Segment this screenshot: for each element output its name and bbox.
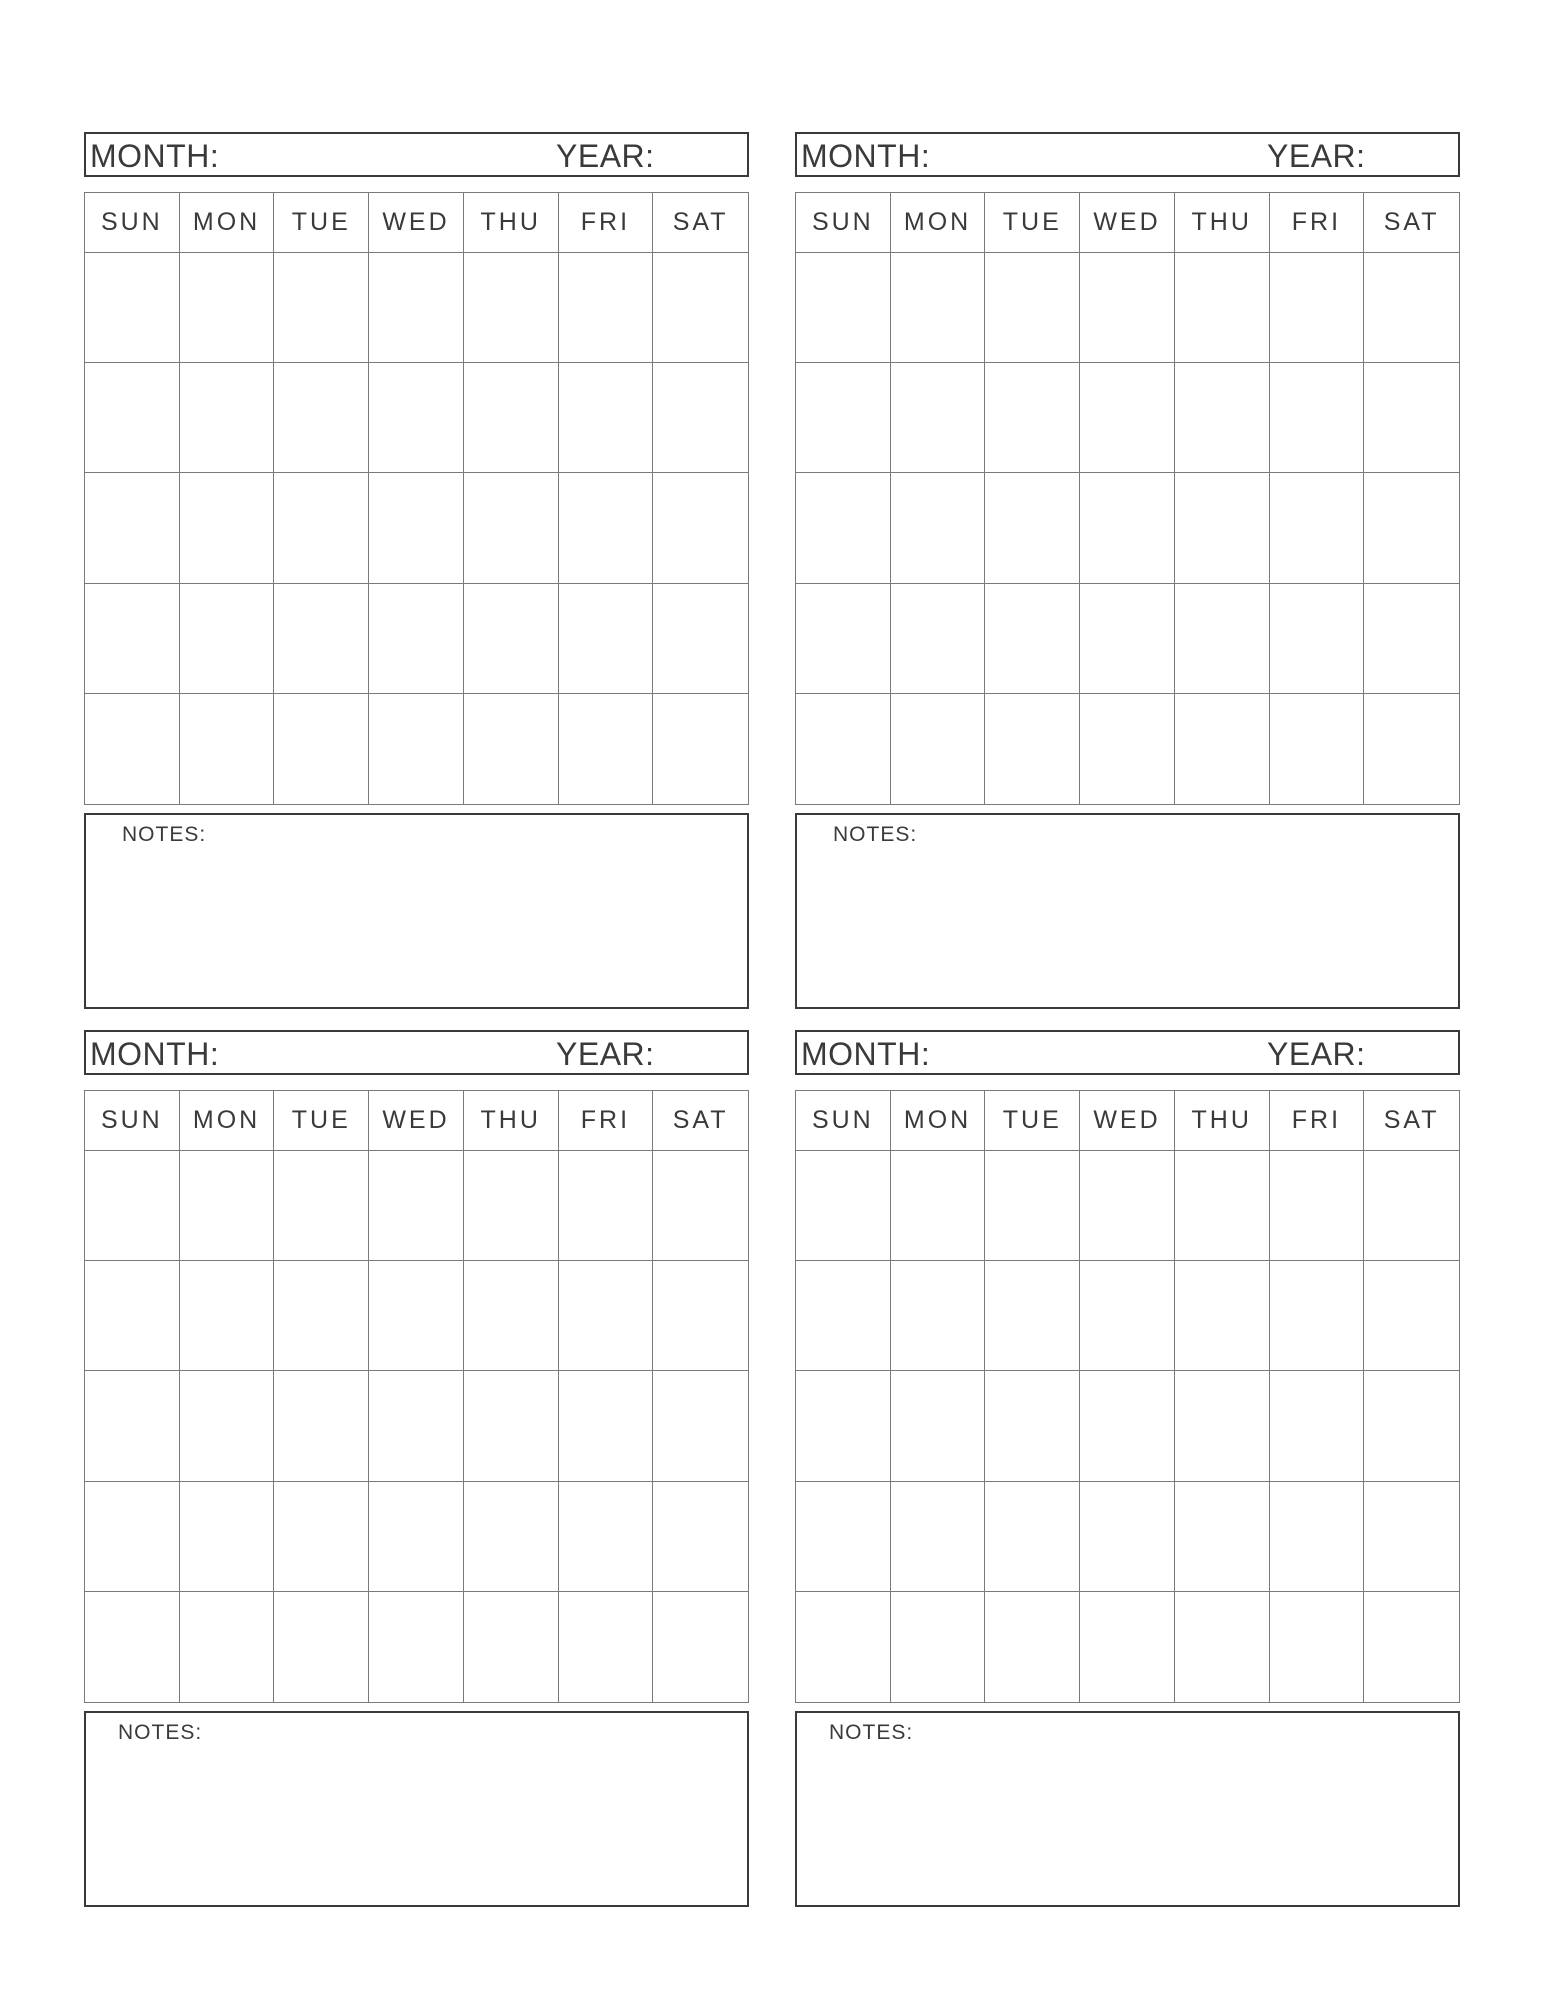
notes-label: NOTES: (122, 823, 207, 846)
day-cell (559, 1482, 654, 1592)
day-cell (1364, 473, 1459, 583)
day-cell (369, 473, 464, 583)
day-cell (85, 584, 180, 694)
day-cell (891, 584, 986, 694)
day-cell (559, 1151, 654, 1261)
day-cell (1270, 1371, 1365, 1481)
year-label: YEAR: (1267, 1036, 1366, 1072)
day-cell (1364, 1482, 1459, 1592)
day-cell (1175, 584, 1270, 694)
day-cell (180, 253, 275, 363)
day-cell (1270, 1592, 1365, 1702)
calendar-bottom-right (795, 1030, 1460, 1744)
day-cell (985, 1482, 1080, 1592)
day-cell (653, 1482, 748, 1592)
month-year-header (84, 132, 749, 177)
day-cell (1080, 363, 1175, 473)
day-cell (985, 363, 1080, 473)
day-cell (1364, 694, 1459, 804)
weekday-header: SAT (1364, 193, 1459, 253)
day-cell (1364, 1592, 1459, 1702)
day-cell (891, 1371, 986, 1481)
day-cell (1080, 1261, 1175, 1371)
month-year-header (84, 1030, 749, 1075)
day-cell (1270, 1482, 1365, 1592)
notes-label: NOTES: (118, 1721, 203, 1744)
day-cell (274, 1151, 369, 1261)
day-cell (85, 1482, 180, 1592)
day-cell (464, 1592, 559, 1702)
weekday-header: TUE (274, 193, 369, 253)
notes-box (84, 813, 749, 1009)
day-cell (796, 473, 891, 583)
day-cell (1175, 1151, 1270, 1261)
day-cell (1270, 363, 1365, 473)
weekday-header: WED (1080, 1091, 1175, 1151)
notes-box (795, 1711, 1460, 1907)
day-cell (464, 1151, 559, 1261)
calendar-grid (795, 192, 1460, 805)
day-cell (464, 1261, 559, 1371)
day-cell (1270, 694, 1365, 804)
weekday-header: TUE (274, 1091, 369, 1151)
day-cell (85, 363, 180, 473)
day-cell (1364, 584, 1459, 694)
day-cell (274, 1592, 369, 1702)
day-cell (1175, 253, 1270, 363)
day-cell (1080, 1371, 1175, 1481)
day-cell (796, 1371, 891, 1481)
day-cell (274, 584, 369, 694)
day-cell (464, 1371, 559, 1481)
weekday-header: FRI (559, 1091, 654, 1151)
day-cell (1175, 363, 1270, 473)
day-cell (85, 1151, 180, 1261)
weekday-header: SUN (796, 193, 891, 253)
day-cell (369, 1371, 464, 1481)
weekday-header: MON (891, 1091, 986, 1151)
day-cell (985, 1261, 1080, 1371)
day-cell (369, 363, 464, 473)
day-cell (796, 363, 891, 473)
day-cell (653, 253, 748, 363)
day-cell (85, 473, 180, 583)
day-cell (369, 1482, 464, 1592)
day-cell (1364, 1261, 1459, 1371)
day-cell (653, 1151, 748, 1261)
day-cell (559, 253, 654, 363)
day-cell (559, 1261, 654, 1371)
day-cell (85, 253, 180, 363)
day-cell (85, 694, 180, 804)
calendar-grid (84, 192, 749, 805)
day-cell (180, 1151, 275, 1261)
weekday-header: SUN (85, 193, 180, 253)
day-cell (891, 1592, 986, 1702)
calendar-grid (795, 1090, 1460, 1703)
weekday-header: MON (891, 193, 986, 253)
day-cell (653, 1261, 748, 1371)
year-label: YEAR: (556, 138, 655, 174)
day-cell (653, 694, 748, 804)
day-cell (985, 253, 1080, 363)
day-cell (559, 584, 654, 694)
day-cell (274, 473, 369, 583)
day-cell (559, 1371, 654, 1481)
day-cell (274, 253, 369, 363)
day-cell (985, 1371, 1080, 1481)
day-cell (274, 1482, 369, 1592)
day-cell (891, 1482, 986, 1592)
day-cell (1175, 1482, 1270, 1592)
day-cell (180, 1592, 275, 1702)
weekday-header: SAT (653, 193, 748, 253)
weekday-header: FRI (1270, 193, 1365, 253)
day-cell (85, 1261, 180, 1371)
day-cell (796, 694, 891, 804)
day-cell (891, 1261, 986, 1371)
month-year-header (795, 132, 1460, 177)
weekday-header: WED (369, 1091, 464, 1151)
day-cell (796, 1592, 891, 1702)
calendar-grid (84, 1090, 749, 1703)
day-cell (1270, 1261, 1365, 1371)
day-cell (1270, 253, 1365, 363)
month-label: MONTH: (801, 138, 931, 174)
notes-label: NOTES: (833, 823, 918, 846)
day-cell (1080, 1592, 1175, 1702)
day-cell (369, 694, 464, 804)
day-cell (274, 1261, 369, 1371)
day-cell (559, 694, 654, 804)
day-cell (796, 1261, 891, 1371)
day-cell (1270, 584, 1365, 694)
day-cell (464, 1482, 559, 1592)
day-cell (1080, 473, 1175, 583)
month-label: MONTH: (90, 138, 220, 174)
day-cell (369, 1151, 464, 1261)
day-cell (85, 1592, 180, 1702)
day-cell (559, 473, 654, 583)
calendar-top-left (84, 132, 749, 846)
weekday-header: SAT (1364, 1091, 1459, 1151)
day-cell (653, 584, 748, 694)
day-cell (1080, 253, 1175, 363)
day-cell (985, 473, 1080, 583)
day-cell (891, 363, 986, 473)
weekday-header: WED (369, 193, 464, 253)
weekday-header: THU (1175, 193, 1270, 253)
day-cell (891, 473, 986, 583)
day-cell (559, 363, 654, 473)
day-cell (274, 694, 369, 804)
day-cell (369, 253, 464, 363)
day-cell (653, 1592, 748, 1702)
day-cell (274, 1371, 369, 1481)
notes-box (795, 813, 1460, 1009)
day-cell (1175, 473, 1270, 583)
day-cell (464, 363, 559, 473)
notes-box (84, 1711, 749, 1907)
day-cell (180, 694, 275, 804)
day-cell (180, 1371, 275, 1481)
weekday-header: THU (464, 1091, 559, 1151)
day-cell (464, 694, 559, 804)
day-cell (559, 1592, 654, 1702)
year-label: YEAR: (556, 1036, 655, 1072)
day-cell (85, 1371, 180, 1481)
weekday-header: SUN (85, 1091, 180, 1151)
month-label: MONTH: (801, 1036, 931, 1072)
day-cell (1175, 1261, 1270, 1371)
day-cell (985, 1592, 1080, 1702)
calendar-bottom-left (84, 1030, 749, 1744)
day-cell (796, 253, 891, 363)
day-cell (1175, 694, 1270, 804)
weekday-header: SAT (653, 1091, 748, 1151)
day-cell (796, 1151, 891, 1261)
day-cell (180, 363, 275, 473)
weekday-header: MON (180, 1091, 275, 1151)
day-cell (891, 253, 986, 363)
day-cell (180, 1261, 275, 1371)
weekday-header: FRI (559, 193, 654, 253)
day-cell (796, 584, 891, 694)
weekday-header: TUE (985, 193, 1080, 253)
day-cell (180, 473, 275, 583)
day-cell (369, 1261, 464, 1371)
day-cell (1364, 253, 1459, 363)
day-cell (891, 694, 986, 804)
day-cell (464, 253, 559, 363)
day-cell (985, 1151, 1080, 1261)
weekday-header: MON (180, 193, 275, 253)
month-year-header (795, 1030, 1460, 1075)
day-cell (1080, 1482, 1175, 1592)
day-cell (1270, 473, 1365, 583)
day-cell (180, 584, 275, 694)
weekday-header: THU (1175, 1091, 1270, 1151)
day-cell (369, 1592, 464, 1702)
month-label: MONTH: (90, 1036, 220, 1072)
day-cell (653, 473, 748, 583)
calendar-top-right (795, 132, 1460, 846)
day-cell (985, 584, 1080, 694)
day-cell (891, 1151, 986, 1261)
day-cell (1364, 363, 1459, 473)
day-cell (985, 694, 1080, 804)
day-cell (1364, 1371, 1459, 1481)
day-cell (1080, 1151, 1175, 1261)
day-cell (180, 1482, 275, 1592)
day-cell (274, 363, 369, 473)
notes-label: NOTES: (829, 1721, 914, 1744)
day-cell (1175, 1371, 1270, 1481)
day-cell (1080, 694, 1175, 804)
day-cell (1080, 584, 1175, 694)
weekday-header: WED (1080, 193, 1175, 253)
weekday-header: TUE (985, 1091, 1080, 1151)
day-cell (464, 473, 559, 583)
year-label: YEAR: (1267, 138, 1366, 174)
day-cell (369, 584, 464, 694)
day-cell (1364, 1151, 1459, 1261)
day-cell (1175, 1592, 1270, 1702)
weekday-header: SUN (796, 1091, 891, 1151)
weekday-header: FRI (1270, 1091, 1365, 1151)
day-cell (653, 1371, 748, 1481)
day-cell (653, 363, 748, 473)
weekday-header: THU (464, 193, 559, 253)
day-cell (1270, 1151, 1365, 1261)
day-cell (796, 1482, 891, 1592)
day-cell (464, 584, 559, 694)
